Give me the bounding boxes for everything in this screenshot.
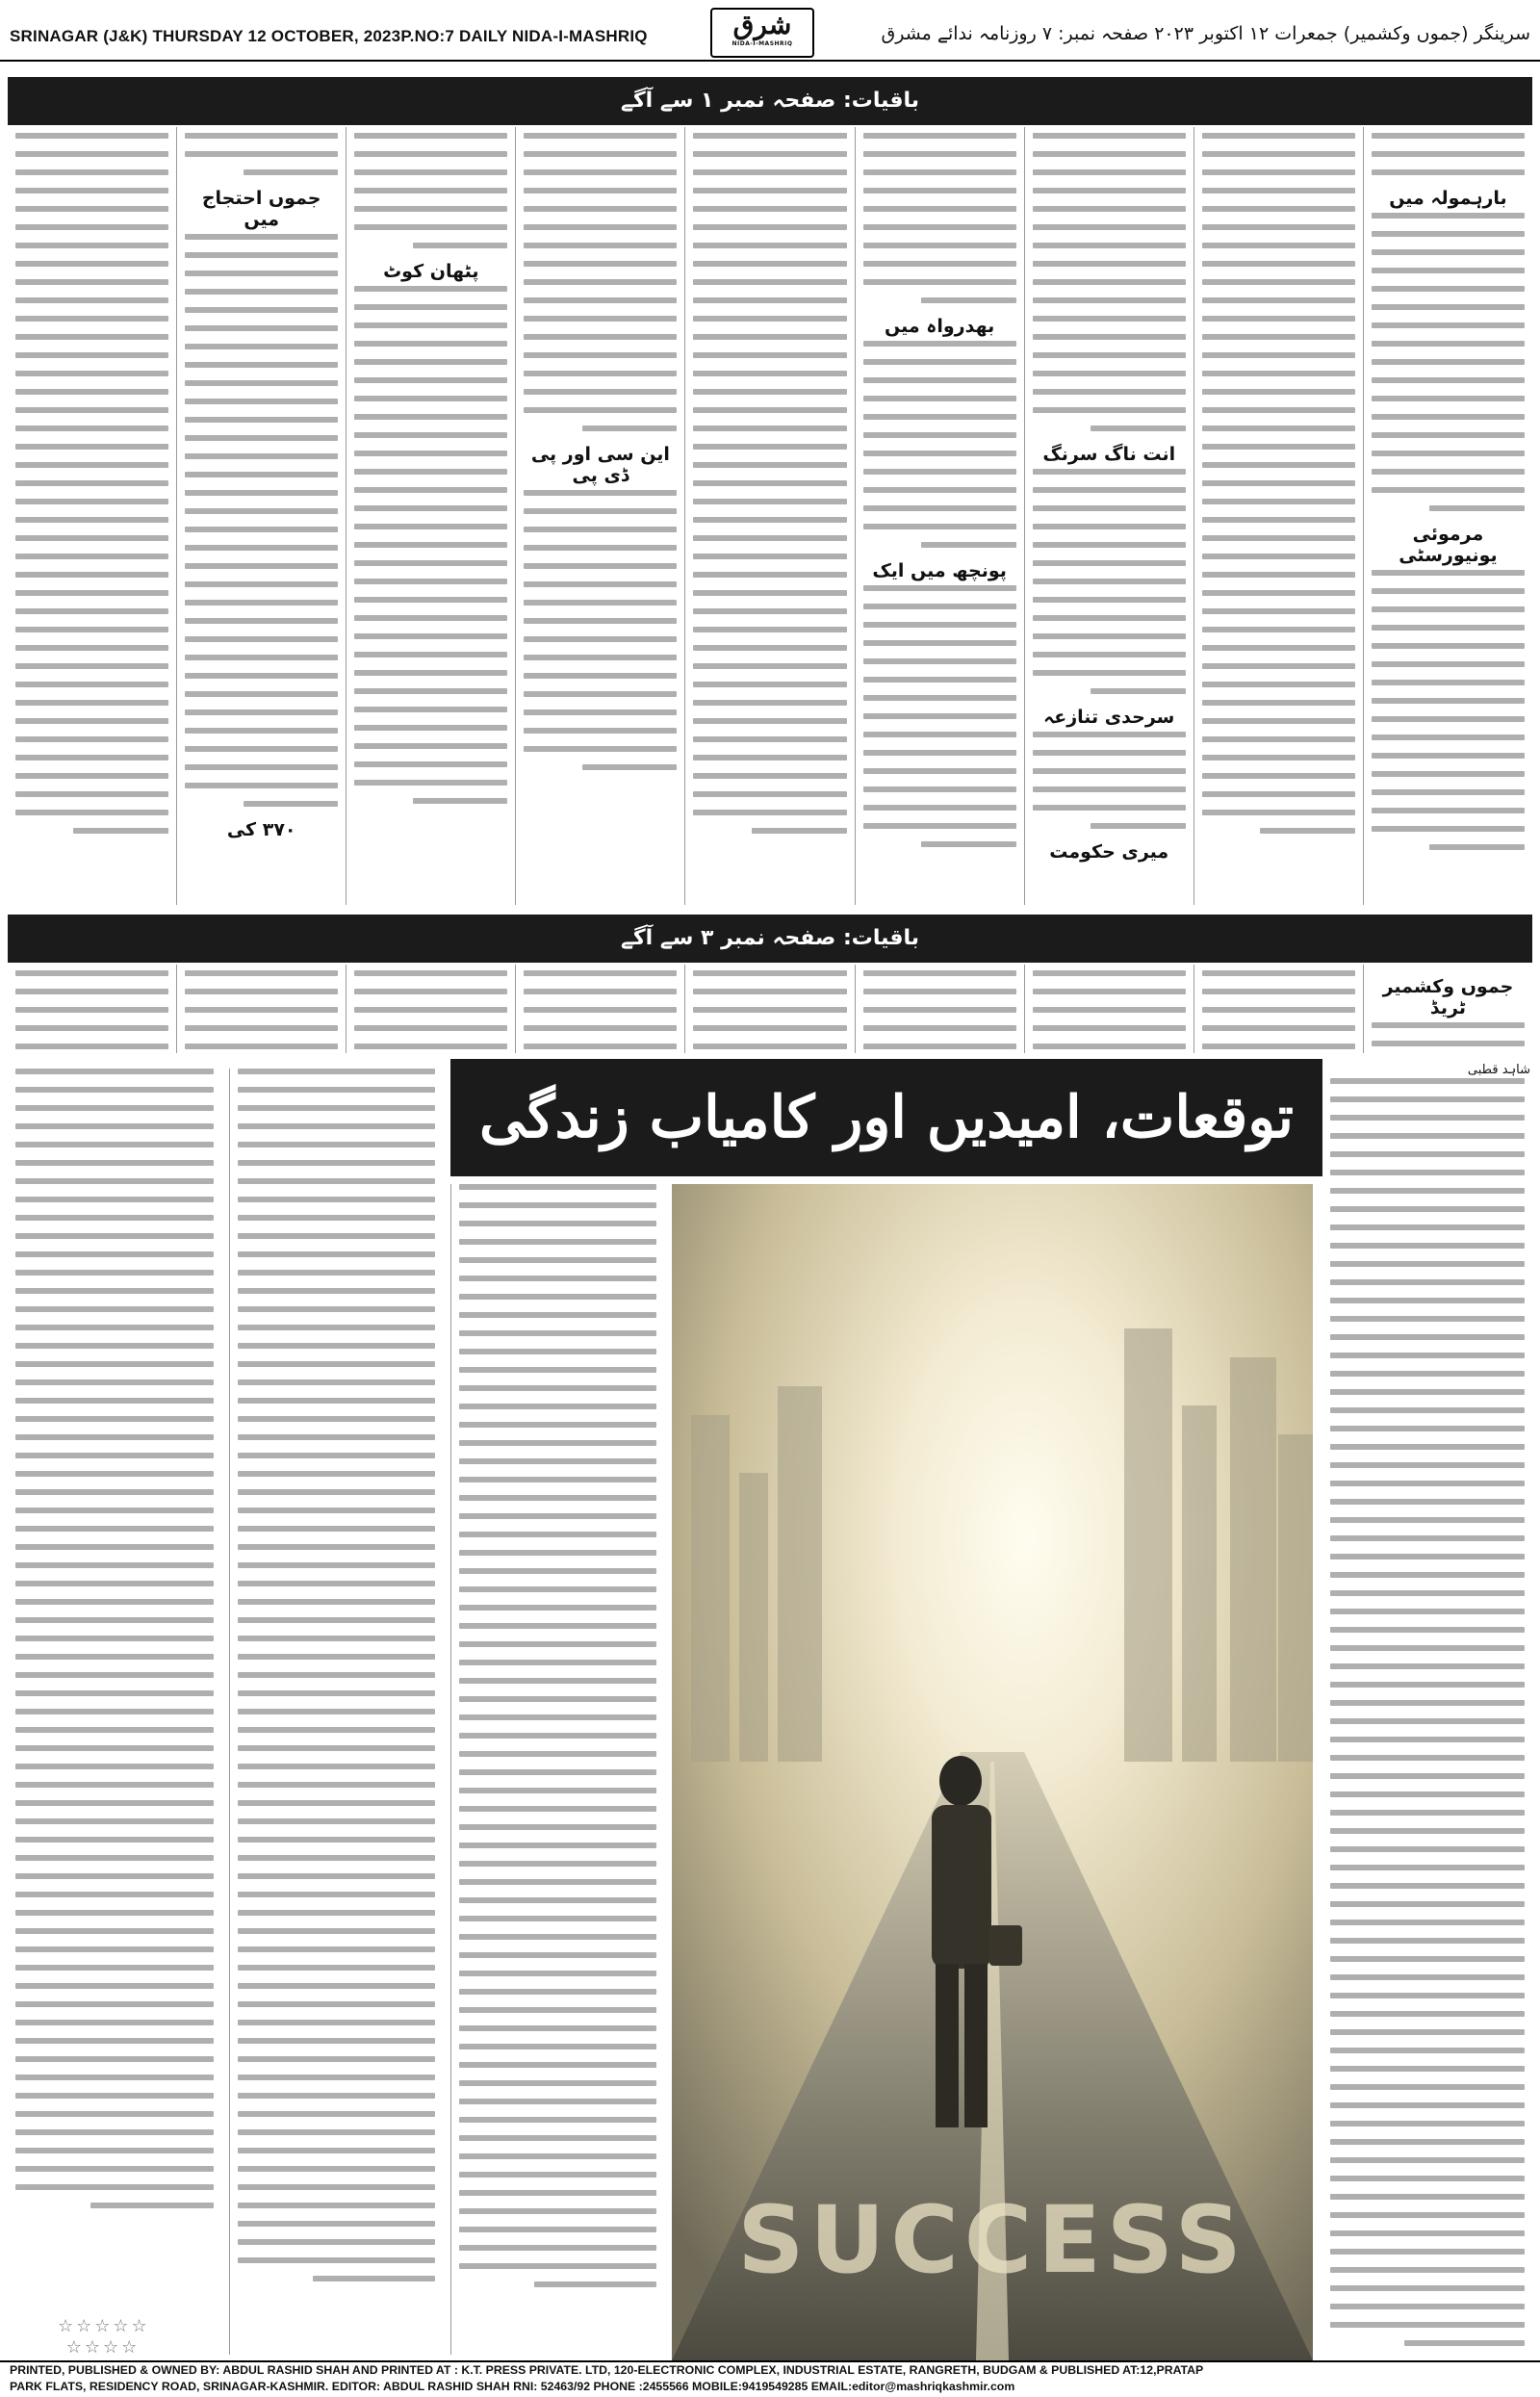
feature-column xyxy=(229,1069,443,2355)
feature-column xyxy=(1322,1078,1532,2355)
dateline-english: SRINAGAR (J&K) THURSDAY 12 OCTOBER, 2023P.NO:7 DAILY NIDA-I-MASHRIQ xyxy=(10,27,648,45)
article-heading: سرحدی تنازعہ xyxy=(1043,707,1175,728)
feature-headline: توقعات، امیدیں اور کامیاب زندگی xyxy=(450,1059,1322,1176)
success-road-text: SUCCESS xyxy=(737,2186,1247,2294)
article-column xyxy=(8,127,176,905)
article-column xyxy=(176,127,346,905)
article-heading: پونچھ میں ایک xyxy=(872,560,1007,581)
article-column xyxy=(684,965,854,1053)
article-column xyxy=(8,965,176,1053)
article-column xyxy=(176,965,346,1053)
success-road-photo xyxy=(672,1184,1313,2360)
article-column xyxy=(1363,127,1532,905)
article-column xyxy=(684,127,854,905)
article-column xyxy=(1024,127,1194,905)
article-byline: شاہد قطبی xyxy=(1467,1063,1530,1077)
article-heading: بھدرواہ میں xyxy=(884,316,995,337)
article-column xyxy=(855,127,1024,905)
article-heading: میری حکومت xyxy=(1049,841,1169,863)
feature-column xyxy=(8,1069,221,2310)
article-column xyxy=(1194,127,1363,905)
masthead xyxy=(0,0,1540,62)
article-column xyxy=(1363,965,1532,1053)
article-heading: این سی اور پی ڈی پی xyxy=(530,444,670,486)
article-column xyxy=(346,127,515,905)
article-column xyxy=(346,965,515,1053)
article-column xyxy=(515,127,684,905)
article-heading: پٹھان کوٹ xyxy=(383,261,479,282)
article-heading: بارہمولہ میں xyxy=(1389,188,1507,209)
imprint-line-1: PRINTED, PUBLISHED & OWNED BY: ABDUL RASHID SHAH AND PRINTED AT : K.T. PRESS PRIVATE. LTD, 120-ELECTRONIC COMPLEX, INDUSTRIAL ESTATE, RANGRETH, BUDGAM & PUBLISHED AT:12,PRATAP xyxy=(10,2363,1204,2377)
article-column xyxy=(515,965,684,1053)
article-heading: جموں احتجاج میں xyxy=(201,188,321,230)
article-heading: جموں وکشمیر ٹریڈ xyxy=(1382,976,1514,1018)
article-heading: انت ناگ سرنگ xyxy=(1042,444,1176,465)
decorative-stars: ☆☆☆☆☆ ☆☆☆☆ xyxy=(58,2316,150,2358)
section2-columns xyxy=(8,965,1532,1053)
dateline-urdu: سرینگر (جموں وکشمیر) جمعرات ۱۲ اکتوبر ۲۰۲۳ صفحہ نمبر: ۷ روزنامہ ندائے مشرق xyxy=(881,23,1530,44)
section-banner-page1: باقیات: صفحہ نمبر ۱ سے آگے xyxy=(8,77,1532,125)
section-banner-page3: باقیات: صفحہ نمبر ۳ سے آگے xyxy=(8,915,1532,963)
imprint-footer xyxy=(0,2360,1540,2397)
article-column xyxy=(1024,965,1194,1053)
imprint-line-2: PARK FLATS, RESIDENCY ROAD, SRINAGAR-KASHMIR. EDITOR: ABDUL RASHID SHAH RNI: 52463/92 PHONE :2455566 MOBILE:9419549285 EMAIL:editor@mashriqkashmir.com xyxy=(10,2380,1015,2393)
logo-english-text: NIDA-I-MASHRIQ xyxy=(732,40,793,47)
section1-columns xyxy=(8,127,1532,905)
logo-urdu-text: شرق xyxy=(732,9,792,40)
newspaper-logo xyxy=(710,8,814,58)
success-road-illustration xyxy=(672,1184,1313,2360)
feature-column xyxy=(450,1184,664,2355)
article-heading: ۳۷۰ کی xyxy=(226,819,296,840)
article-column xyxy=(855,965,1024,1053)
article-column xyxy=(1194,965,1363,1053)
article-heading: مرموئی یونیورسٹی xyxy=(1399,524,1498,566)
